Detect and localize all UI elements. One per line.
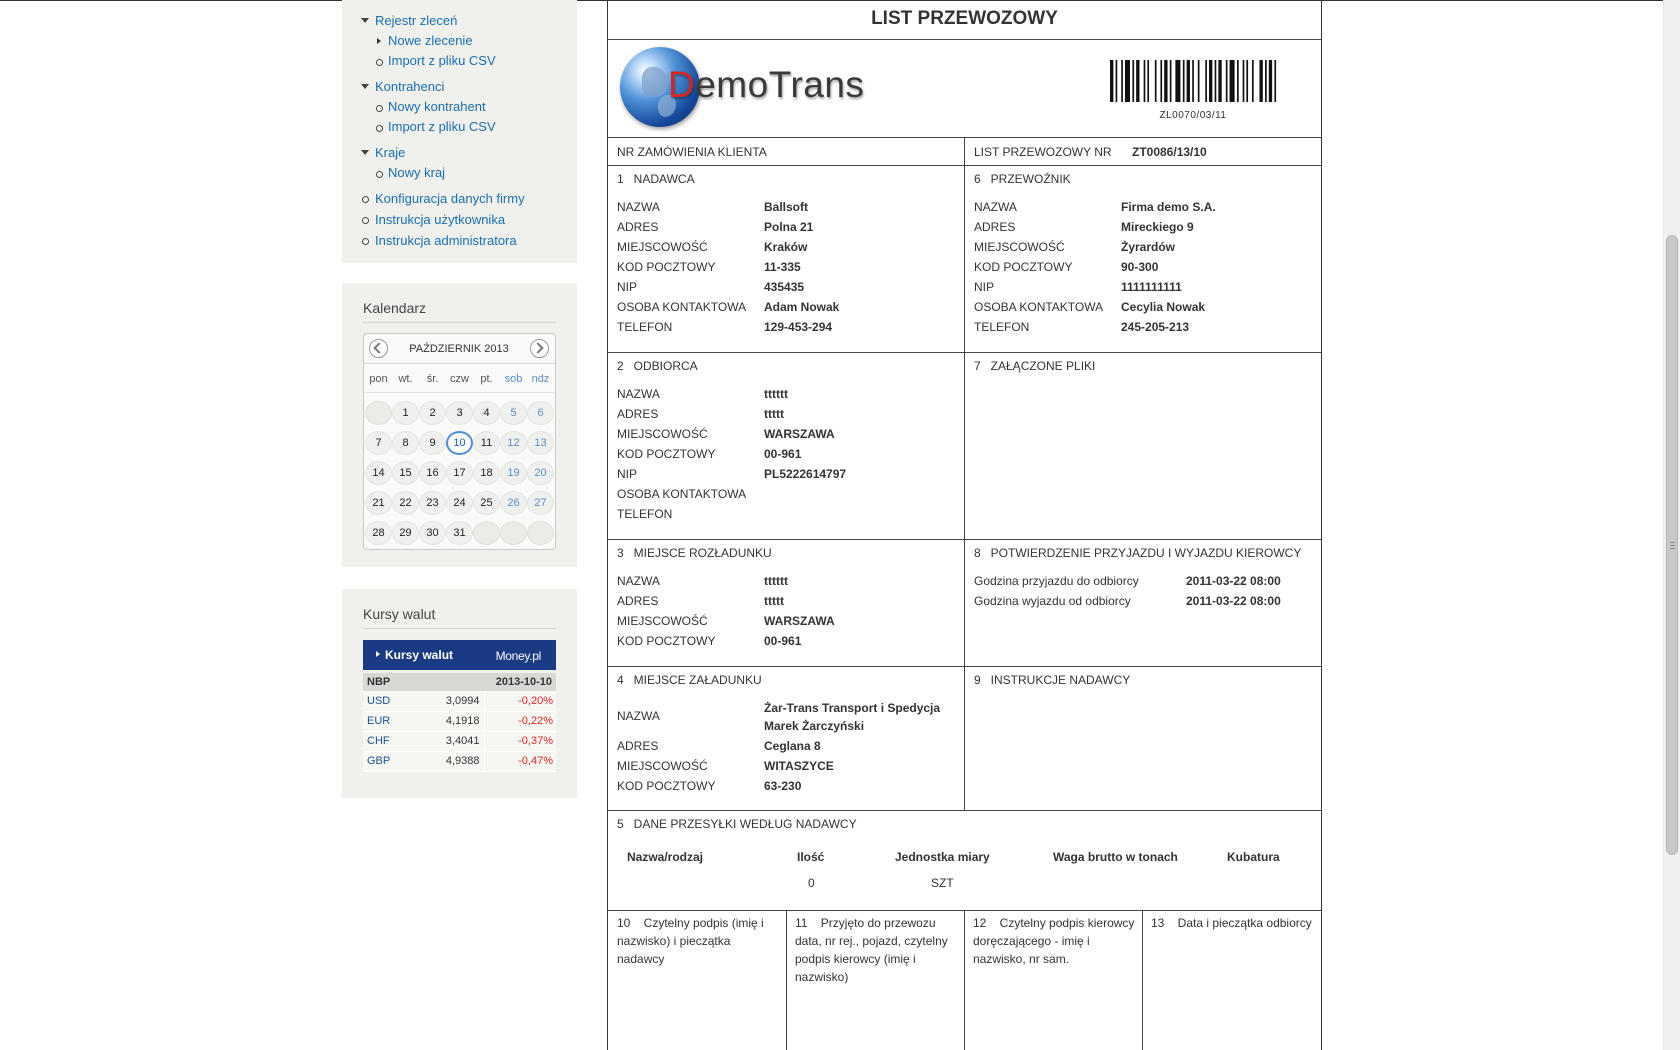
menu-import-orders-link[interactable]: Import z pliku CSV: [388, 53, 496, 68]
driver-confirm-heading: 8 POTWIERDZENIE PRZYJAZDU I WYJAZDU KIEROWCY: [974, 546, 1302, 560]
currency-code[interactable]: GBP: [363, 751, 413, 771]
logo-letters: emoTrans: [695, 64, 865, 105]
sender-city: Kraków: [764, 240, 808, 254]
currency-change: -0,37%: [484, 731, 556, 751]
calendar-cell: [365, 458, 392, 488]
calendar-week: [365, 398, 554, 428]
currency-rate: 3,0994: [413, 691, 484, 711]
field-label: MIEJSCOWOŚĆ: [617, 614, 708, 628]
attachments-heading: 7 ZAŁĄCZONE PLIKI: [974, 359, 1096, 373]
carrier-contact: Cecylia Nowak: [1121, 300, 1206, 314]
calendar-cell: [392, 398, 419, 428]
menu-new-contractor-link[interactable]: Nowy kontrahent: [388, 99, 486, 114]
weekday-sun: ndz: [531, 373, 550, 385]
calendar-day[interactable]: 24: [446, 491, 473, 515]
calendar-day[interactable]: 19: [500, 461, 527, 485]
sender-postal: 11-335: [764, 260, 801, 274]
barcode-bar: [1121, 60, 1123, 102]
loading-name-line2: Marek Żarczyński: [764, 719, 865, 733]
field-label: KOD POCZTOWY: [617, 634, 716, 648]
calendar-day-empty: [527, 521, 554, 545]
field-label: KOD POCZTOWY: [974, 260, 1073, 274]
calendar-day-empty: [365, 401, 392, 425]
carrier-postal: 90-300: [1121, 260, 1159, 274]
barcode-bar: [1155, 60, 1157, 102]
loading-address: Ceglana 8: [764, 739, 821, 753]
currency-change: -0,20%: [484, 691, 556, 711]
recipient-address: ttttt: [764, 407, 784, 421]
calendar-week: [365, 458, 554, 488]
menu-new-country[interactable]: [359, 163, 569, 183]
calendar-day[interactable]: 28: [365, 521, 392, 545]
calendar-title: Kalendarz: [363, 300, 556, 323]
globe-land: [642, 67, 668, 97]
barcode-bar: [1246, 60, 1248, 102]
waybill-number-label: LIST PRZEWOZOWY NR: [974, 145, 1112, 159]
calendar-day[interactable]: 4: [473, 401, 500, 425]
calendar-grid: [365, 371, 554, 548]
calendar-cell: [446, 428, 473, 458]
barcode-bar: [1237, 60, 1239, 102]
carrier-heading: 6 PRZEWOŹNIK: [974, 172, 1071, 186]
currency-code[interactable]: USD: [363, 691, 413, 711]
barcode-bar: [1243, 60, 1245, 102]
barcode-bar: [1209, 60, 1212, 102]
calendar-cell: [446, 398, 473, 428]
field-label: ADRES: [617, 739, 659, 753]
field-label: TELEFON: [974, 320, 1030, 334]
field-label: MIEJSCOWOŚĆ: [974, 240, 1065, 254]
shipment-col-unit: Jednostka miary: [895, 850, 990, 864]
recipient-heading: 2 ODBIORCA: [617, 359, 698, 373]
calendar-cell: [527, 458, 554, 488]
signature-carrier-accept: 11 Przyjęto do przewozu data, nr rej., pojazd, czytelny podpis kierowcy (imię i nazwisko): [795, 916, 952, 984]
company-logo-text: [668, 64, 864, 106]
calendar-header: [364, 334, 555, 364]
currency-block: [342, 589, 577, 798]
menu-user-manual[interactable]: [359, 209, 569, 230]
document-title: LIST PRZEWOZOWY: [871, 8, 1058, 29]
calendar-cell: [365, 398, 392, 428]
shipment-unit: SZT: [931, 876, 954, 890]
barcode-bar: [1175, 60, 1180, 102]
loading-city: WITASZYCE: [764, 759, 834, 773]
arrival-value: 2011-03-22 08:00: [1186, 574, 1281, 588]
menu-new-country-link[interactable]: Nowy kraj: [388, 165, 446, 180]
menu-new-order[interactable]: [359, 31, 569, 51]
shipment-heading: 5 DANE PRZESYŁKI WEDŁUG NADAWCY: [617, 817, 857, 831]
weekday-sat: sob: [504, 373, 523, 385]
menu-contractors[interactable]: [359, 76, 569, 97]
calendar-cell: [446, 488, 473, 518]
sender-address: Polna 21: [764, 220, 814, 234]
calendar-cell: [365, 488, 392, 518]
barcode-bar: [1170, 60, 1172, 102]
loading-postal: 63-230: [764, 779, 802, 793]
calendar-widget: [363, 333, 556, 550]
barcode-bar: [1132, 60, 1134, 102]
sender-nip: 435435: [764, 280, 805, 294]
calendar-day[interactable]: 9: [419, 431, 446, 455]
divider: [964, 910, 965, 1050]
currency-table-header: [363, 673, 556, 691]
sender-name: Ballsoft: [764, 200, 809, 214]
shipment-qty: 0: [808, 876, 815, 890]
field-label: NAZWA: [617, 387, 660, 401]
currency-title: Kursy walut: [363, 606, 556, 629]
menu-admin-manual[interactable]: [359, 230, 569, 251]
client-order-label: NR ZAMÓWIENIA KLIENTA: [617, 145, 767, 159]
calendar-day[interactable]: 21: [365, 491, 392, 515]
calendar-day[interactable]: 27: [527, 491, 554, 515]
weekday-tue: wt.: [398, 373, 413, 385]
currency-bar-title[interactable]: Kursy walut: [385, 648, 454, 662]
divider: [608, 810, 1321, 811]
field-label: ADRES: [974, 220, 1016, 234]
calendar-cell: [446, 458, 473, 488]
calendar-cell: [527, 518, 554, 548]
menu-countries[interactable]: [359, 142, 569, 163]
currency-widget: [363, 640, 556, 772]
field-label: OSOBA KONTAKTOWA: [617, 300, 747, 314]
calendar-day[interactable]: 22: [392, 491, 419, 515]
table-row: [363, 731, 556, 751]
field-label: TELEFON: [617, 320, 673, 334]
calendar-day[interactable]: 14: [365, 461, 392, 485]
barcode-bar: [1205, 60, 1207, 102]
barcode-bar: [1183, 60, 1185, 102]
calendar-cell: [500, 428, 527, 458]
signature-driver: 12 Czytelny podpis kierowcy doręczającego - imię i nazwisko, nr sam.: [973, 916, 1138, 966]
barcode-bar: [1230, 60, 1235, 102]
menu-import-orders[interactable]: [359, 51, 569, 71]
table-row: [363, 691, 556, 711]
menu-list: [359, 10, 569, 251]
barcode-bar: [1116, 60, 1118, 102]
menu-orders[interactable]: [359, 10, 569, 31]
weekday-mon: pon: [369, 373, 388, 385]
barcode-bar: [1125, 60, 1130, 102]
calendar-day[interactable]: 8: [392, 431, 419, 455]
field-label: NAZWA: [617, 709, 660, 723]
barcode-bar: [1164, 60, 1167, 102]
menu-company-config-link[interactable]: Konfiguracja danych firmy: [375, 191, 525, 206]
calendar-week: [365, 428, 554, 458]
calendar-day[interactable]: 5: [500, 401, 527, 425]
field-label: MIEJSCOWOŚĆ: [617, 427, 708, 441]
field-label: NAZWA: [617, 200, 660, 214]
navigation-menu: [342, 0, 577, 263]
field-label: MIEJSCOWOŚĆ: [617, 240, 708, 254]
barcode-bar: [1144, 60, 1146, 102]
field-label: KOD POCZTOWY: [617, 260, 716, 274]
next-month-icon[interactable]: [530, 339, 549, 358]
sender-heading: 1 NADAWCA: [617, 172, 695, 186]
carrier-phone: 245-205-213: [1121, 320, 1190, 334]
menu-admin-manual-link[interactable]: Instrukcja administratora: [375, 233, 517, 248]
calendar-day[interactable]: 7: [365, 431, 392, 455]
unloading-address: ttttt: [764, 594, 784, 608]
recipient-name: tttttt: [764, 387, 788, 401]
calendar-week: [365, 488, 554, 518]
calendar-cell: [473, 458, 500, 488]
unloading-heading: 3 MIEJSCE ROZŁADUNKU: [617, 546, 772, 560]
field-label: NIP: [617, 467, 638, 481]
calendar-day[interactable]: 31: [446, 521, 473, 545]
table-row: [363, 711, 556, 731]
currency-rate: 4,1918: [413, 711, 484, 731]
barcode-bar: [1147, 60, 1149, 102]
calendar-cell: [527, 488, 554, 518]
currency-change: -0,22%: [484, 711, 556, 731]
barcode-bar: [1136, 60, 1139, 102]
calendar-cell: [500, 398, 527, 428]
instructions-heading: 9 INSTRUKCJE NADAWCY: [974, 673, 1131, 687]
calendar-cell: [392, 488, 419, 518]
sender-phone: 129-453-294: [764, 320, 833, 334]
menu-company-config[interactable]: [359, 188, 569, 209]
grip-icon: [1670, 542, 1675, 549]
logo-letter-d: D: [668, 64, 696, 105]
money-pl-logo[interactable]: Money.pl: [495, 649, 541, 663]
shipment-col-qty: Ilość: [797, 850, 825, 864]
calendar-day[interactable]: 18: [473, 461, 500, 485]
calendar-cell: [473, 518, 500, 548]
calendar-day[interactable]: 29: [392, 521, 419, 545]
field-label: NAZWA: [974, 200, 1017, 214]
calendar-day[interactable]: 17: [446, 461, 473, 485]
shipment-col-name: Nazwa/rodzaj: [627, 850, 704, 864]
calendar-cell: [527, 398, 554, 428]
menu-user-manual-link[interactable]: Instrukcja użytkownika: [375, 212, 506, 227]
recipient-city: WARSZAWA: [764, 427, 835, 441]
signature-sender: 10 Czytelny podpis (imię i nazwisko) i pieczątka nadawcy: [617, 916, 768, 966]
calendar-cell: [473, 488, 500, 518]
divider: [786, 910, 787, 1050]
calendar-day[interactable]: 3: [446, 401, 473, 425]
barcode-bar: [1215, 60, 1217, 102]
recipient-postal: 00-961: [764, 447, 802, 461]
calendar-day[interactable]: 25: [473, 491, 500, 515]
calendar-weeks: [365, 398, 554, 548]
calendar-day[interactable]: 23: [419, 491, 446, 515]
calendar-cell: [473, 428, 500, 458]
menu-orders-link[interactable]: Rejestr zleceń: [375, 13, 458, 28]
recipient-nip: PL5222614797: [764, 467, 847, 481]
calendar-cell: [500, 488, 527, 518]
weekday-thu: czw: [450, 373, 469, 385]
barcode-bar: [1274, 60, 1276, 102]
menu-new-contractor[interactable]: [359, 97, 569, 117]
field-label: ADRES: [617, 220, 659, 234]
calendar-day[interactable]: 10: [446, 431, 473, 455]
shipment-col-volume: Kubatura: [1227, 850, 1280, 864]
carrier-address: Mireckiego 9: [1121, 220, 1194, 234]
currency-code[interactable]: CHF: [363, 731, 413, 751]
barcode-icon: [1110, 60, 1280, 102]
calendar-day[interactable]: 15: [392, 461, 419, 485]
calendar-day[interactable]: 6: [527, 401, 554, 425]
barcode-bar: [1218, 60, 1221, 102]
prev-month-icon[interactable]: [369, 339, 388, 358]
carrier-city: Żyrardów: [1121, 240, 1176, 254]
currency-date: 2013-10-10: [413, 673, 556, 691]
currency-table: [363, 673, 556, 772]
field-label: ADRES: [617, 594, 659, 608]
barcode-bar: [1187, 60, 1190, 102]
calendar-cell: [392, 518, 419, 548]
calendar-day-empty: [473, 521, 500, 545]
field-label: KOD POCZTOWY: [617, 447, 716, 461]
calendar-block: [342, 283, 577, 567]
barcode-bar: [1269, 60, 1272, 102]
calendar-day[interactable]: 2: [419, 401, 446, 425]
page-scrollbar[interactable]: [1663, 0, 1680, 1050]
calendar-cell: [446, 518, 473, 548]
weekday-wed: śr.: [426, 373, 439, 385]
menu-import-contractors[interactable]: [359, 117, 569, 137]
currency-rate: 3,4041: [413, 731, 484, 751]
carrier-name: Firma demo S.A.: [1121, 200, 1216, 214]
barcode-number: ZL0070/03/11: [1159, 110, 1227, 121]
calendar-weekdays: [365, 371, 554, 393]
field-label: ADRES: [617, 407, 659, 421]
calendar-day[interactable]: 13: [527, 431, 554, 455]
field-label: NAZWA: [617, 574, 660, 588]
calendar-cell: [419, 518, 446, 548]
calendar-cell: [500, 518, 527, 548]
waybill-document: [607, 0, 1322, 1050]
calendar-week: [365, 518, 554, 548]
calendar-day[interactable]: 30: [419, 521, 446, 545]
calendar-day[interactable]: 1: [392, 401, 419, 425]
shipment-col-weight: Waga brutto w tonach: [1053, 850, 1178, 864]
calendar-cell: [392, 428, 419, 458]
calendar-cell: [419, 428, 446, 458]
field-label: NIP: [974, 280, 995, 294]
calendar-day[interactable]: 12: [500, 431, 527, 455]
field-label: NIP: [617, 280, 638, 294]
calendar-cell: [473, 398, 500, 428]
calendar-month: PAŹDZIERNIK 2013: [409, 343, 509, 355]
loading-heading: 4 MIEJSCE ZAŁADUNKU: [617, 673, 762, 687]
calendar-cell: [419, 488, 446, 518]
field-label: KOD POCZTOWY: [617, 779, 716, 793]
calendar-cell: [365, 518, 392, 548]
divider: [1142, 910, 1143, 1050]
calendar-day[interactable]: 16: [419, 461, 446, 485]
calendar-day[interactable]: 26: [500, 491, 527, 515]
barcode-bar: [1110, 60, 1113, 102]
divider: [964, 137, 965, 810]
menu-contractors-link[interactable]: Kontrahenci: [375, 79, 445, 94]
field-label: OSOBA KONTAKTOWA: [974, 300, 1104, 314]
menu-import-contractors-link[interactable]: Import z pliku CSV: [388, 119, 496, 134]
arrival-label: Godzina przyjazdu do odbiorcy: [974, 574, 1139, 588]
calendar-cell: [392, 458, 419, 488]
unloading-postal: 00-961: [764, 634, 802, 648]
barcode-bar: [1259, 60, 1262, 102]
signature-recipient: 13 Data i pieczątka odbiorcy: [1151, 916, 1312, 930]
calendar-cell: [419, 458, 446, 488]
field-label: MIEJSCOWOŚĆ: [617, 759, 708, 773]
waybill-number: ZT0086/13/10: [1132, 145, 1207, 159]
menu-new-order-link[interactable]: Nowe zlecenie: [388, 33, 473, 48]
currency-rate: 4,9388: [413, 751, 484, 771]
field-label: TELEFON: [617, 507, 673, 521]
sender-contact: Adam Nowak: [764, 300, 840, 314]
barcode-bar: [1226, 60, 1228, 102]
calendar-cell: [500, 458, 527, 488]
calendar-day-empty: [500, 521, 527, 545]
menu-countries-link[interactable]: Kraje: [375, 145, 406, 160]
scrollbar-thumb[interactable]: [1666, 235, 1678, 855]
departure-value: 2011-03-22 08:00: [1186, 594, 1281, 608]
divider: [608, 39, 1321, 40]
departure-label: Godzina wyjazdu od odbiorcy: [974, 594, 1131, 608]
calendar-day[interactable]: 11: [473, 431, 500, 455]
barcode-bar: [1252, 60, 1254, 102]
unloading-city: WARSZAWA: [764, 614, 835, 628]
carrier-nip: 1111111111: [1121, 280, 1182, 294]
currency-code[interactable]: EUR: [363, 711, 413, 731]
field-label: OSOBA KONTAKTOWA: [617, 487, 747, 501]
currency-source: NBP: [363, 673, 413, 691]
calendar-cell: [527, 428, 554, 458]
unloading-name: tttttt: [764, 574, 788, 588]
currency-change: -0,47%: [484, 751, 556, 771]
barcode-bar: [1265, 60, 1267, 102]
calendar-cell: [419, 398, 446, 428]
currency-bar[interactable]: [363, 640, 556, 670]
barcode-bar: [1198, 60, 1200, 102]
barcode-bar: [1192, 60, 1194, 102]
calendar-cell: [365, 428, 392, 458]
weekday-fri: pt.: [480, 373, 493, 385]
barcode-bar: [1160, 60, 1162, 102]
calendar-day[interactable]: 20: [527, 461, 554, 485]
table-row: [363, 751, 556, 771]
loading-name-line1: Żar-Trans Transport i Spedycja: [764, 701, 941, 715]
